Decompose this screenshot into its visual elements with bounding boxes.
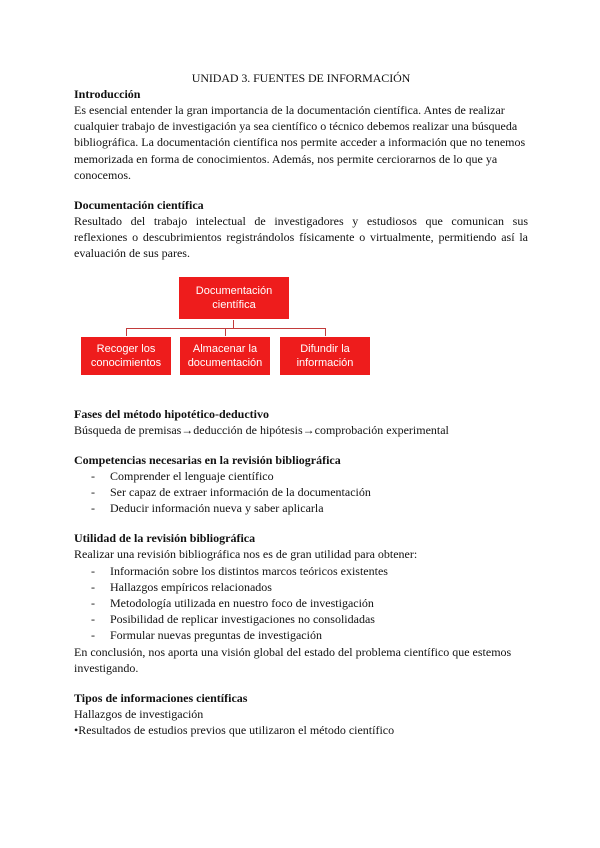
section-heading-documentacion: Documentación científica — [74, 198, 204, 213]
diagram-node-almacenar: Almacenar la documentación — [179, 336, 271, 376]
list-item: - Posibilidad de replicar investigaciones no consolidadas — [74, 611, 528, 627]
competencias-list — [74, 468, 528, 517]
list-item: - Deducir información nueva y saber aplicarla — [74, 500, 528, 516]
fases-paragraph: Búsqueda de premisas→deducción de hipótesis→comprobación experimental — [74, 422, 449, 437]
tipos-line: Hallazgos de investigación — [74, 707, 204, 722]
introduccion-paragraph: Es esencial entender la gran importancia de la documentación científica. Antes de realizar cualquier trabajo de investigación ya sea científico o técnico debemos realizar una búsqueda bibliográfica. La documentación científica nos permite acceder a información que no tenemos memorizada en forma de conocimientos. Además, nos permite cerciorarnos de lo que ya conocemos. — [74, 103, 526, 182]
documentacion-paragraph: Resultado del trabajo intelectual de investigadores y estudiosos que comunican sus reflexiones o descubrimientos registrándolos físicamente o virtualmente, permitiendo así la evaluación de sus pares. — [74, 214, 528, 261]
list-item: - Metodología utilizada en nuestro foco de investigación — [74, 595, 528, 611]
section-heading-tipos: Tipos de informaciones científicas — [74, 691, 248, 706]
list-item: - Información sobre los distintos marcos teóricos existentes — [74, 563, 528, 579]
diagram-node-difundir: Difundir la información — [279, 336, 371, 376]
section-heading-introduccion: Introducción — [74, 87, 141, 101]
tipos-line: •Resultados de estudios previos que utilizaron el método científico — [74, 723, 395, 738]
list-item: - Formular nuevas preguntas de investigación — [74, 627, 528, 643]
utilidad-conclusion: En conclusión, nos aporta una visión global del estado del problema científico que estemos investigando. — [74, 644, 512, 675]
section-heading-fases: Fases del método hipotético-deductivo — [74, 406, 269, 421]
connector-line — [126, 328, 326, 329]
connector-line — [225, 328, 226, 336]
page-title: UNIDAD 3. FUENTES DE INFORMACIÓN — [191, 71, 411, 85]
diagram-root-node: Documentación científica — [178, 276, 290, 320]
section-heading-competencias: Competencias necesarias en la revisión bibliográfica — [74, 452, 341, 467]
document-page — [74, 70, 528, 738]
list-item: - Comprender el lenguaje científico — [74, 468, 528, 484]
connector-line — [325, 328, 326, 336]
utilidad-list — [74, 563, 528, 644]
hierarchy-diagram — [74, 276, 528, 392]
connector-line — [233, 320, 234, 328]
list-item: - Hallazgos empíricos relacionados — [74, 579, 528, 595]
section-heading-utilidad: Utilidad de la revisión bibliográfica — [74, 531, 256, 546]
utilidad-intro: Realizar una revisión bibliográfica nos es de gran utilidad para obtener: — [74, 547, 418, 562]
diagram-node-recoger: Recoger los conocimientos — [80, 336, 172, 376]
connector-line — [126, 328, 127, 336]
list-item: - Ser capaz de extraer información de la documentación — [74, 484, 528, 500]
